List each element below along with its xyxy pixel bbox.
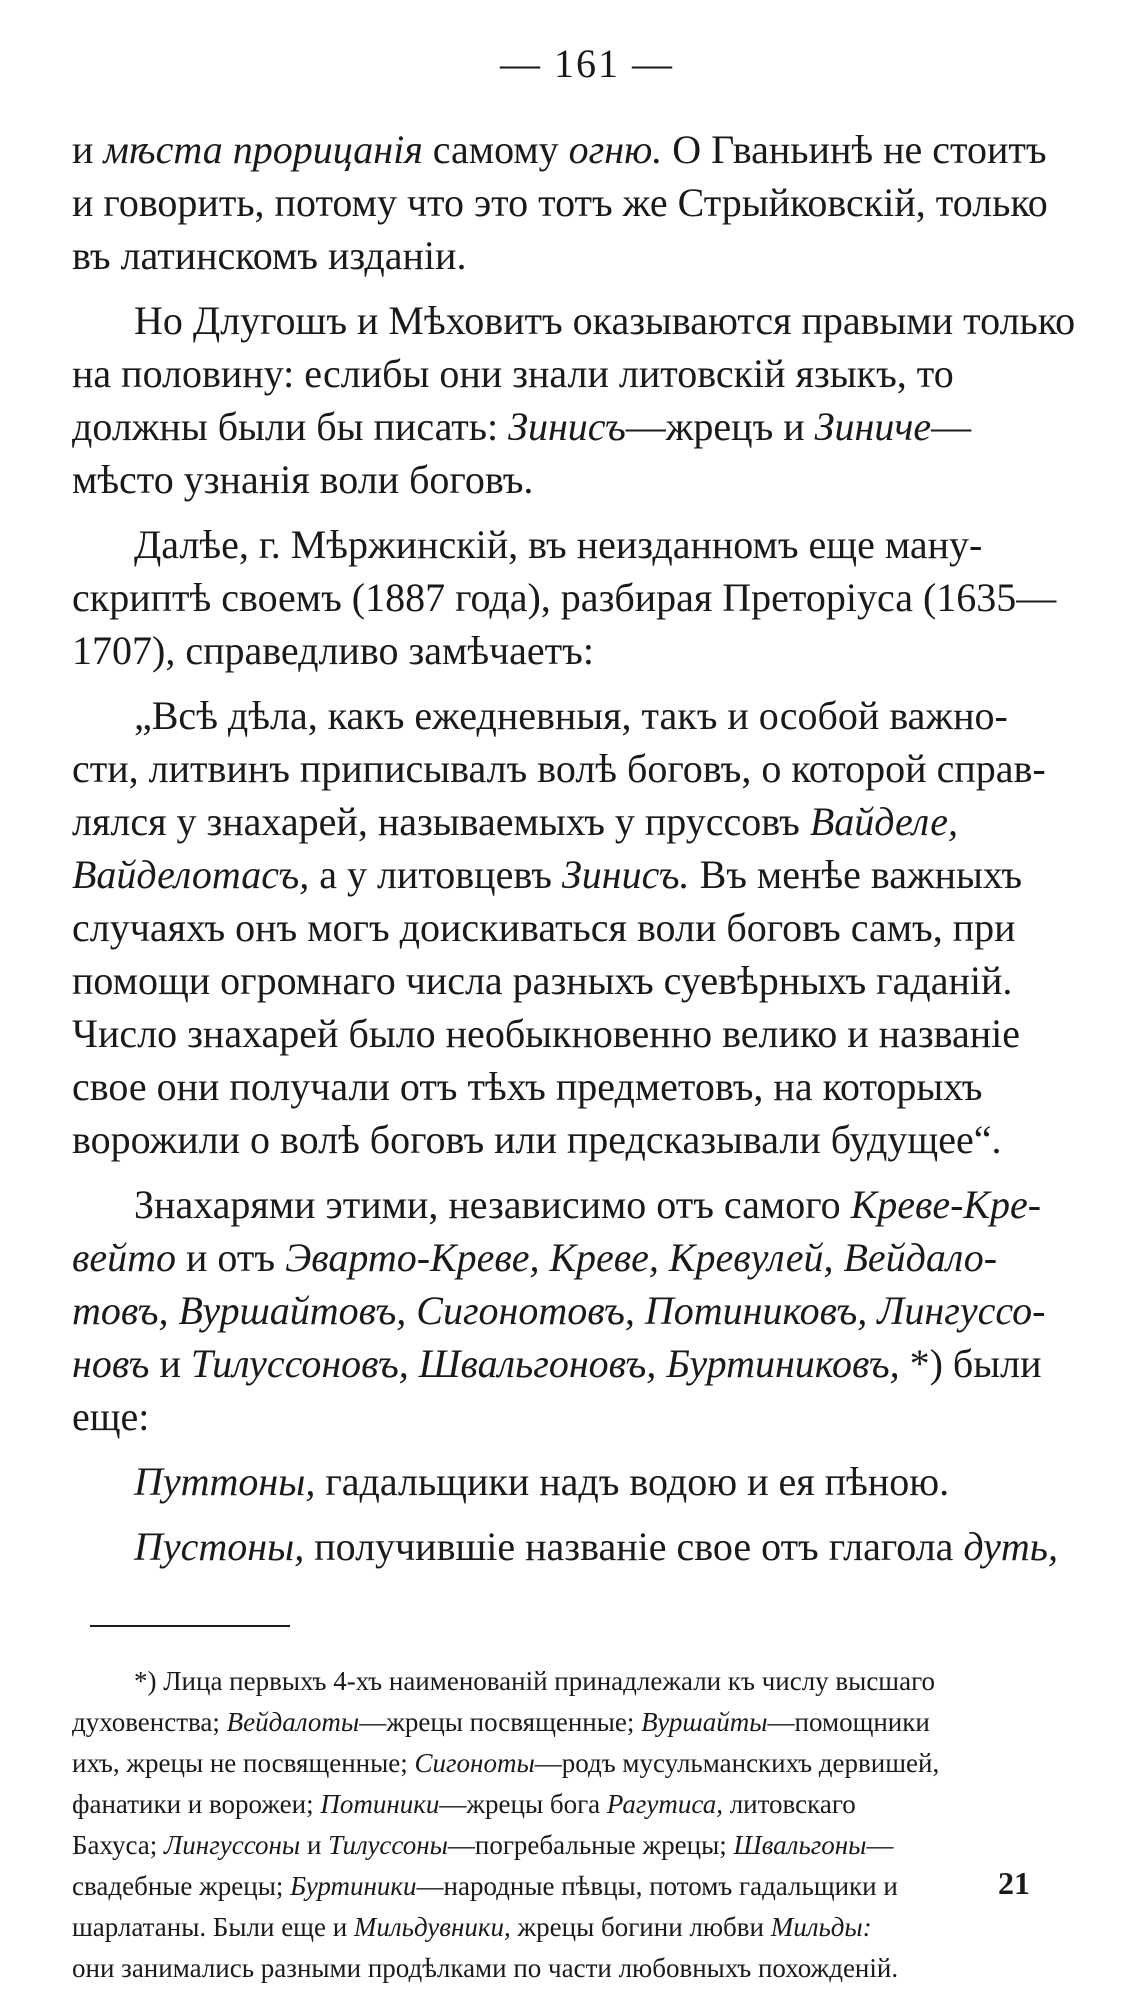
- text-line: помощи огромнаго числа разныхъ суевѣрныхъ гаданій.: [72, 958, 1013, 1003]
- text-line: Далѣе, г. Мѣржинскій, въ неизданномъ еще ману-: [134, 522, 983, 567]
- text-line: вейто и отъ Эварто-Креве, Креве, Кревулей, Вейдало-: [72, 1235, 998, 1280]
- book-page: [72, 40, 1076, 1989]
- footnote-line: свадебные жрецы; Буртиники—народные пѣвцы, потомъ гадальщики и: [72, 1871, 898, 1901]
- footnote-line: ихъ, жрецы не посвященные; Сигоноты—родъ мусульманскихъ дервишей,: [72, 1748, 940, 1778]
- paragraph: [72, 294, 1076, 506]
- footnote-divider: [90, 1625, 290, 1627]
- text-line: новъ и Тилуссоновъ, Швальгоновъ, Буртиниковъ, *) были: [72, 1341, 1042, 1386]
- text-line: случаяхъ онъ могъ доискиваться воли боговъ самъ, при: [72, 905, 1016, 950]
- text-line: лялся у знахарей, называемыхъ у пруссовъ Вайделе,: [72, 799, 958, 844]
- paragraph: [72, 123, 1062, 282]
- text-line: еще:: [72, 1394, 150, 1439]
- text-line: сти, литвинъ приписывалъ волѣ боговъ, о которой справ-: [72, 746, 1046, 791]
- footnote: [72, 1661, 1062, 1989]
- text-line: мѣсто узнанія воли боговъ.: [72, 457, 534, 502]
- text-line: и говорить, потому что это тотъ же Стрыйковскій, только: [72, 180, 1048, 225]
- footnote-line: фанатики и ворожеи; Потиники—жрецы бога Рагутиса, литовскаго: [72, 1789, 856, 1819]
- printer-signature: 21: [998, 1865, 1030, 1901]
- text-line: товъ, Вуршайтовъ, Сигонотовъ, Потиниковъ, Лингуссо-: [72, 1288, 1046, 1333]
- paragraph: [72, 518, 1062, 677]
- footnote-line: *) Лица первыхъ 4-хъ наименованій принадлежали къ числу высшаго: [134, 1666, 935, 1696]
- text-line: Пустоны, получившіе названіе свое отъ глагола дуть,: [134, 1524, 1058, 1569]
- footnote-line: они занимались разными продѣлками по части любовныхъ похожденій.: [72, 1953, 899, 1983]
- text-line: 1707), справедливо замѣчаетъ:: [72, 628, 594, 673]
- text-line: Но Длугошъ и Мѣховитъ оказываются правыми только: [134, 298, 1076, 343]
- text-line: „Всѣ дѣла, какъ ежедневныя, такъ и особой важно-: [134, 693, 1008, 738]
- text-line: скриптѣ своемъ (1887 года), разбирая Преторіуса (1635—: [72, 575, 1057, 620]
- text-line: должны были бы писать: Зинисъ—жрецъ и Зиниче—: [72, 404, 972, 449]
- text-line: на половину: еслибы они знали литовскій языкъ, то: [72, 351, 954, 396]
- paragraph: [72, 1178, 1062, 1443]
- footnote-line: духовенства; Вейдалоты—жрецы посвященные; Вуршайты—помощники: [72, 1707, 930, 1737]
- page-number: — 161 —: [500, 41, 674, 86]
- text-line: Знахарями этими, независимо отъ самого Креве-Кре-: [134, 1182, 1042, 1227]
- main-text: [72, 123, 1076, 1573]
- text-line: Вайделотасъ, а у литовцевъ Зинисъ. Въ менѣе важныхъ: [72, 852, 1023, 897]
- text-line: свое они получали отъ тѣхъ предметовъ, на которыхъ: [72, 1064, 983, 1109]
- paragraph: [72, 1520, 1062, 1573]
- text-line: ворожили о волѣ боговъ или предсказывали будущее“.: [72, 1117, 1002, 1162]
- paragraph: [72, 1455, 1062, 1508]
- text-line: въ латинскомъ изданіи.: [72, 233, 467, 278]
- footnote-line: Бахуса; Лингуссоны и Тилуссоны—погребальные жрецы; Швальгоны—: [72, 1830, 894, 1860]
- text-line: Путтоны, гадальщики надъ водою и ея пѣною.: [134, 1459, 950, 1504]
- text-line: и мѣста прорицанія самому огню. О Гваньинѣ не стоитъ: [72, 127, 1047, 172]
- text-line: Число знахарей было необыкновенно велико и названіе: [72, 1011, 1021, 1056]
- paragraph: [72, 689, 1062, 1166]
- footnote-line: шарлатаны. Были еще и Мильдувники, жрецы богини любви Мильды:: [72, 1912, 872, 1942]
